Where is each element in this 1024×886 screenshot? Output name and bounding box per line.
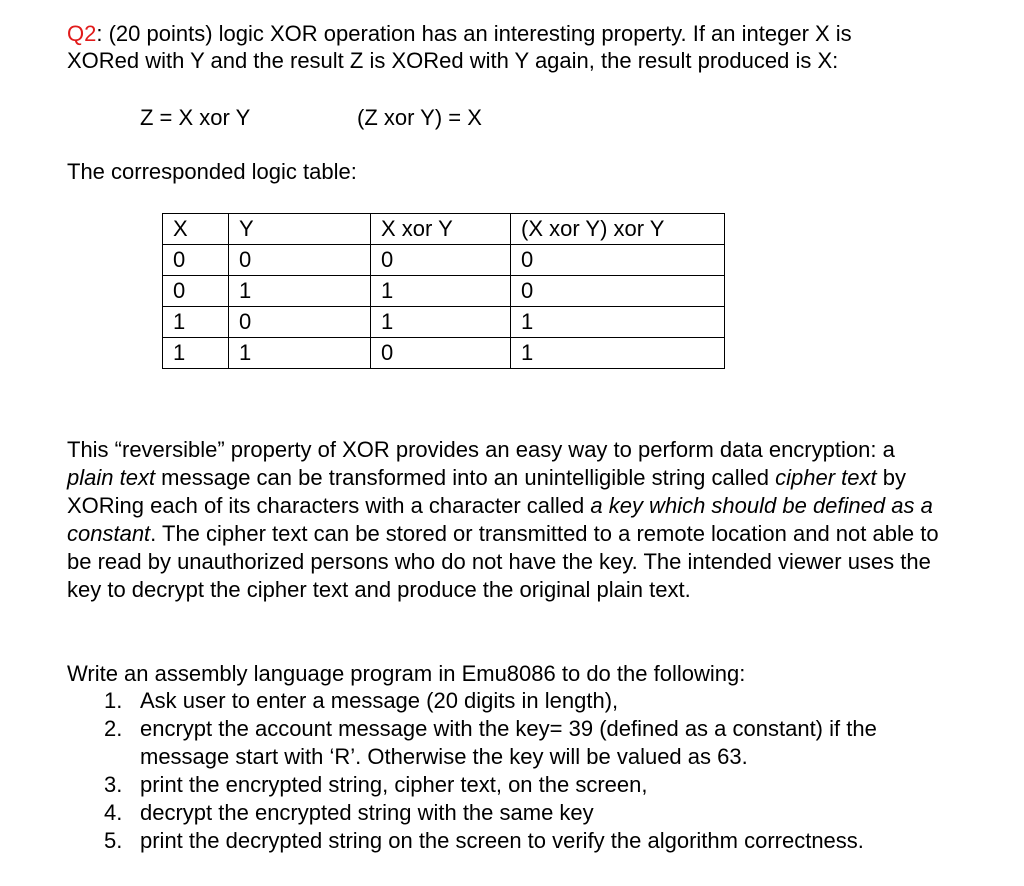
explanation-text: by XORing each of its characters with a character called	[67, 465, 906, 518]
table-header-cell: X	[163, 214, 229, 245]
list-item	[104, 687, 944, 715]
table-cell: 0	[229, 245, 371, 276]
table-cell: 0	[511, 245, 725, 276]
list-item-text: Ask user to enter a message (20 digits in length),	[140, 688, 619, 713]
list-item	[104, 715, 944, 771]
table-row	[163, 338, 725, 369]
table-cell: 1	[229, 338, 371, 369]
explanation-text: . The cipher text can be stored or transmitted to a remote location and not able to be read by unauthorized persons who do not have the key. The intended viewer uses the key to decrypt the cipher text and produce the original plain text.	[67, 521, 939, 602]
explanation-text: message can be transformed into an unintelligible string called	[155, 465, 776, 490]
question-intro-line2: XORed with Y and the result Z is XORed with Y again, the result produced is X:	[67, 48, 839, 73]
table-caption: The corresponded logic table:	[67, 159, 357, 184]
formula-decrypt: (Z xor Y) = X	[357, 105, 482, 130]
task-list	[104, 687, 944, 855]
table-cell: 1	[163, 338, 229, 369]
table-cell: 0	[163, 276, 229, 307]
list-item-number: 3.	[104, 772, 123, 797]
list-item	[104, 799, 944, 827]
table-cell: 0	[163, 245, 229, 276]
table-row	[163, 307, 725, 338]
list-item-number: 5.	[104, 828, 123, 853]
table-cell: 0	[229, 307, 371, 338]
table-cell: 1	[511, 307, 725, 338]
list-item	[104, 827, 944, 855]
question-intro-text1: : (20 points) logic XOR operation has an interesting property. If an integer X is	[96, 21, 852, 46]
explanation-paragraph	[67, 436, 947, 604]
table-row	[163, 245, 725, 276]
explanation-text: This “reversible” property of XOR provides an easy way to perform data encryption: a	[67, 437, 895, 462]
list-item	[104, 771, 944, 799]
task-intro: Write an assembly language program in Emu8086 to do the following:	[67, 661, 746, 686]
table-cell: 1	[371, 276, 511, 307]
explanation-emphasis-cipher-text: cipher text	[775, 465, 877, 490]
logic-table	[162, 213, 725, 369]
formula-encrypt: Z = X xor Y	[140, 105, 251, 130]
table-row	[163, 276, 725, 307]
list-item-number: 2.	[104, 716, 123, 741]
list-item-text: print the encrypted string, cipher text, on the screen,	[140, 772, 648, 797]
table-cell: 1	[511, 338, 725, 369]
table-header-cell: Y	[229, 214, 371, 245]
table-header-row	[163, 214, 725, 245]
table-cell: 1	[163, 307, 229, 338]
explanation-emphasis-plain-text: plain text	[67, 465, 156, 490]
list-item-text: print the decrypted string on the screen to verify the algorithm correctness.	[140, 828, 864, 853]
explanation-emphasis-key: a key which should be defined as a constant	[67, 493, 933, 546]
list-item-number: 4.	[104, 800, 123, 825]
question-intro-line1	[67, 20, 852, 47]
table-header-cell: X xor Y	[371, 214, 511, 245]
question-number: Q2	[67, 21, 97, 46]
table-cell: 1	[371, 307, 511, 338]
list-item-text: encrypt the account message with the key= 39 (defined as a constant) if the message start with ‘R’. Otherwise the key will be valued as 63.	[140, 716, 877, 769]
table-cell: 0	[371, 338, 511, 369]
list-item-text: decrypt the encrypted string with the same key	[140, 800, 594, 825]
question-intro	[67, 20, 852, 74]
table-cell: 0	[371, 245, 511, 276]
table-cell: 0	[511, 276, 725, 307]
list-item-number: 1.	[104, 688, 123, 713]
table-cell: 1	[229, 276, 371, 307]
table-header-cell: (X xor Y) xor Y	[511, 214, 725, 245]
